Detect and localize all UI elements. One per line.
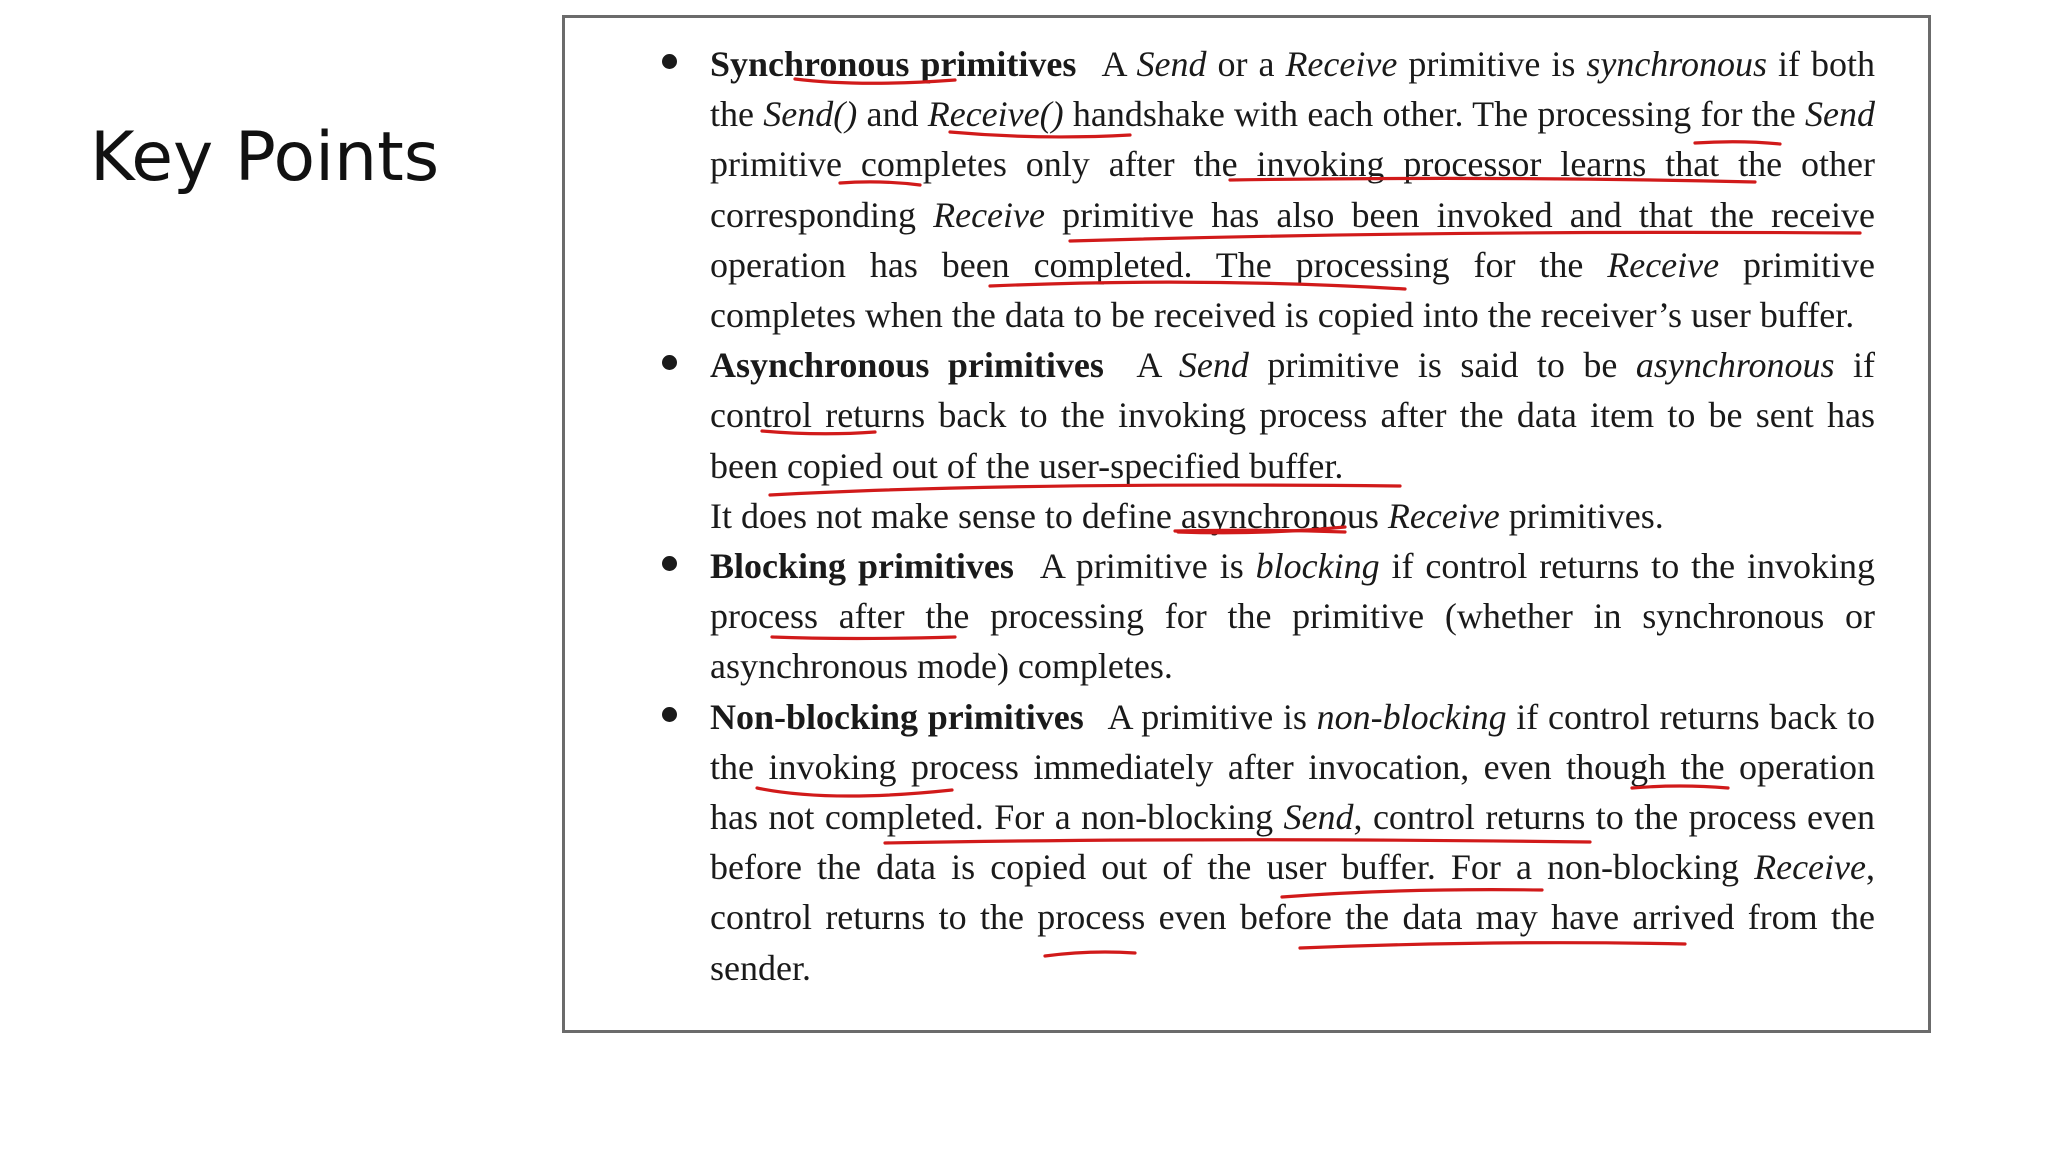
body-text: A <box>1101 44 1137 84</box>
emphasis-text: Send <box>1136 44 1207 84</box>
emphasis-text: asynchronous <box>1635 345 1835 386</box>
body-text: A primitive is <box>1107 696 1317 737</box>
definition-synchronous <box>710 39 1875 340</box>
body-text: A <box>1136 345 1179 386</box>
body-text: primitive has also been invoked and that the receive operation has been completed. The processing for the <box>710 194 1875 285</box>
term-non-blocking: Non-blocking primitives <box>710 696 1084 737</box>
body-text: if both the <box>710 44 1876 135</box>
emphasis-text: Send() <box>763 94 858 135</box>
body-text: primitives. <box>1499 495 1664 536</box>
definition-body <box>710 44 1875 335</box>
bullet-icon <box>662 556 677 571</box>
textbook-excerpt <box>562 15 1931 1033</box>
emphasis-text: synchronous <box>1586 44 1767 84</box>
body-text: primitive is <box>1397 44 1587 84</box>
term-asynchronous: Asynchronous primitives <box>710 345 1104 386</box>
body-text: if control returns back to the invoking process after the data item to be sent has been copied out of the user-specified buffer. <box>710 345 1876 486</box>
body-text: and <box>857 94 928 135</box>
definition-body <box>710 697 1875 988</box>
definition-note <box>710 491 1875 541</box>
emphasis-text: Receive() <box>927 94 1064 135</box>
body-text: or a <box>1206 44 1286 84</box>
bullet-icon <box>662 707 677 722</box>
body-text: , control returns to the process even before the data is copied out of the user buffer. For a non-blocking <box>710 797 1875 888</box>
body-text: , control returns to the process even before the data may have arrived from the sender. <box>710 847 1875 988</box>
definition-list <box>710 39 1875 993</box>
emphasis-text: Receive <box>1754 847 1866 888</box>
emphasis-text: non-blocking <box>1316 696 1507 737</box>
emphasis-text: Send <box>1805 94 1876 135</box>
emphasis-text: Receive <box>933 194 1045 235</box>
body-text: A primitive is <box>1039 546 1256 587</box>
body-text: It does not make sense to define asynchronous <box>710 495 1388 536</box>
body-text: primitive completes when the data to be received is copied into the receiver’s user buffer. <box>710 244 1875 336</box>
body-text: if control returns to the invoking process after the processing for the primitive (whether in synchronous or asynchronous mode) completes. <box>710 546 1876 687</box>
bullet-icon <box>662 54 677 69</box>
emphasis-text: blocking <box>1255 546 1380 587</box>
definition-asynchronous <box>710 340 1875 541</box>
body-text: primitive is said to be <box>1248 345 1636 386</box>
emphasis-text: Receive <box>1387 495 1500 536</box>
slide-title: Key Points <box>90 118 440 197</box>
bullet-icon <box>662 355 677 370</box>
emphasis-text: Send <box>1178 345 1249 386</box>
emphasis-text: Send <box>1283 797 1354 838</box>
emphasis-text: Receive <box>1285 44 1398 84</box>
definition-blocking <box>710 541 1875 692</box>
body-text: if control returns back to the invoking process immediately after invocation, even though the operation has not completed. For a non-blocking <box>710 696 1876 838</box>
body-text: primitive completes only after the invoking processor learns that the other corresponding <box>710 144 1875 235</box>
body-text: handshake with each other. The processing for the <box>1063 94 1806 135</box>
definition-non-blocking <box>710 692 1875 993</box>
emphasis-text: Receive <box>1607 244 1720 285</box>
term-synchronous: Synchronous primitives <box>710 44 1077 84</box>
term-blocking: Blocking primitives <box>710 546 1014 587</box>
